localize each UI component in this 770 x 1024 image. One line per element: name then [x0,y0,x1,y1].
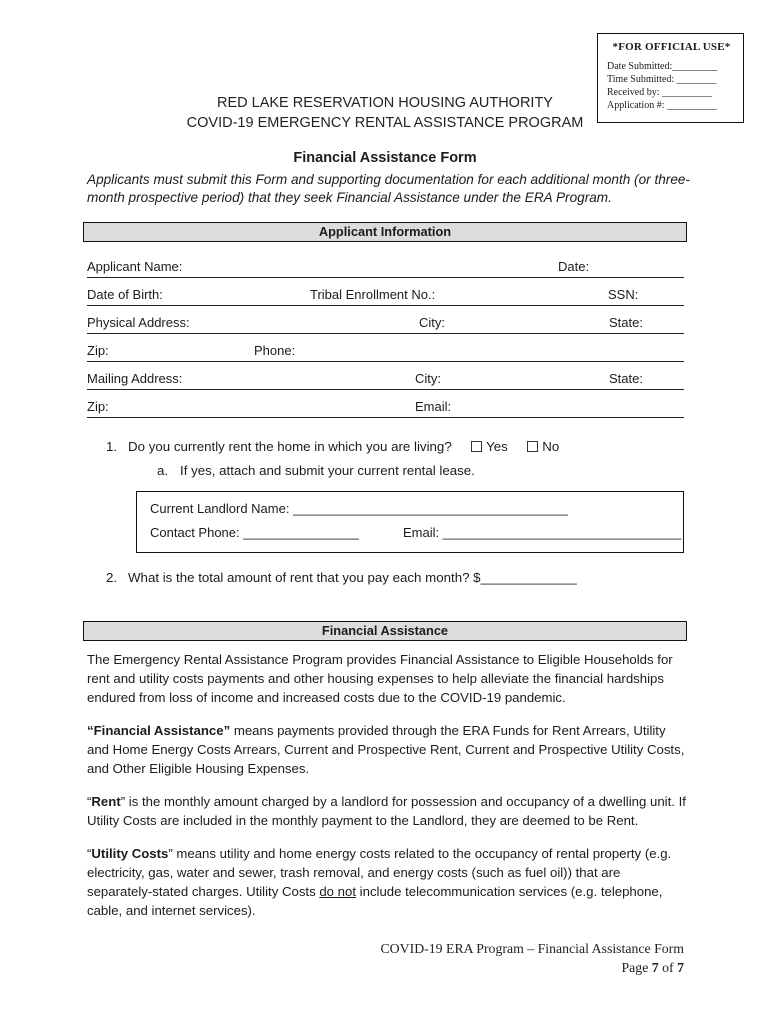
fa-p4-text1: ” means utility and home energy costs related to the occupancy of rental property (e.g. electricity, gas, water and sewer, trash removal, and energy costs (such as fuel oil)) that are separately-stated charges. Utility Costs [87,846,672,899]
row-zip-email[interactable] [87,397,684,418]
row-zip-phone[interactable] [87,341,684,362]
question-1 [106,439,559,454]
fa-p4-text2: include telecommunication services (e.g. telephone, cable, and internet services). [87,884,663,918]
fa-paragraph-1 [87,650,689,707]
footer-page-number [380,958,684,977]
date-submitted-line[interactable]: Date Submitted:_________ [607,61,718,72]
mailing-address-label: Mailing Address: [87,371,183,386]
fa-p3-lead: Rent [91,794,121,809]
email-label: Email: [415,399,452,414]
page-footer [380,939,684,977]
date-label: Date: [558,259,590,274]
landlord-email-line[interactable]: Email: _________________________________ [403,525,682,540]
application-number-line[interactable]: Application #: __________ [607,100,717,111]
fa-paragraph-4 [87,844,689,920]
fa-p3-open-quote: “ [87,794,92,809]
no-checkbox[interactable] [527,441,538,452]
city-label: City: [415,371,441,386]
financial-assistance-header: Financial Assistance [83,621,687,641]
question-2-text[interactable]: What is the total amount of rent that you pay each month? $_____________ [128,570,577,585]
fa-p4-open-quote: “ [87,846,92,861]
zip-label: Zip: [87,343,109,358]
fa-p3-rest: ” is the monthly amount charged by a landlord for possession and occupancy of a dwelling unit. If Utility Costs are included in the monthly payment to the Landlord, they are deemed to be Rent. [87,794,686,828]
org-name-line2: COVID-19 EMERGENCY RENTAL ASSISTANCE PROGRAM [186,115,584,131]
phone-label: Phone: [254,343,296,358]
current-landlord-name-line[interactable]: Current Landlord Name: ______________________________________ [150,501,568,516]
row-dob-tribal-ssn[interactable] [87,285,684,306]
applicant-name-label: Applicant Name: [87,259,183,274]
footer-page-mid: of [658,960,678,975]
financial-assistance-body [87,650,689,934]
landlord-contact-line [150,525,682,540]
org-header [0,93,770,133]
official-use-title: *FOR OFFICIAL USE* [612,41,731,53]
yes-checkbox-label: Yes [486,439,508,454]
footer-page-prefix: Page [621,960,652,975]
fa-p1-text: The Emergency Rental Assistance Program provides Financial Assistance to Eligible Households for rent and utility costs payments and other housing expenses to help alleviate the financial hardships endured from loss of income and increased costs due to the COVID-19 pandemic. [87,652,673,705]
question-2 [106,570,577,585]
fa-p2-rest: means payments provided through the ERA Funds for Rent Arrears, Utility and Home Energy Costs Arrears, Current and Prospective Rent, Current and Prospective Utility Costs, and Other Eligible Housing Expenses. [87,723,685,776]
footer-doc-title: COVID-19 ERA Program – Financial Assistance Form [380,941,684,956]
tribal-enrollment-label: Tribal Enrollment No.: [310,287,436,302]
question-1-text: Do you currently rent the home in which you are living? [128,439,452,454]
row-mailing-address[interactable] [87,369,684,390]
footer-page-total: 7 [677,960,684,975]
zip-label: Zip: [87,399,109,414]
fa-p2-lead: “Financial Assistance” [87,723,231,738]
physical-address-label: Physical Address: [87,315,190,330]
received-by-line[interactable]: Received by: __________ [607,87,712,98]
question-1a-text: If yes, attach and submit your current rental lease. [180,463,475,478]
form-title: Financial Assistance Form [293,150,477,166]
dob-label: Date of Birth: [87,287,163,302]
org-name-line1: RED LAKE RESERVATION HOUSING AUTHORITY [217,95,553,111]
fa-p4-underlined: do not [319,884,357,899]
time-submitted-line[interactable]: Time Submitted: ________ [607,74,717,85]
applicant-information-header: Applicant Information [83,222,687,242]
yes-checkbox[interactable] [471,441,482,452]
state-label: State: [609,315,643,330]
row-physical-address[interactable] [87,313,684,334]
state-label: State: [609,371,643,386]
footer-page-num: 7 [651,960,659,975]
contact-phone-line[interactable]: Contact Phone: ________________ [150,525,359,540]
fa-paragraph-3 [87,792,689,830]
fa-paragraph-2 [87,721,689,778]
question-1-number: 1. [106,439,118,454]
question-2-number: 2. [106,570,118,585]
no-checkbox-label: No [542,439,560,454]
intro-paragraph: Applicants must submit this Form and supporting documentation for each additional month (or three-month prospective period) that they seek Financial Assistance under the ERA Program. [87,172,690,205]
ssn-label: SSN: [608,287,639,302]
row-applicant-name[interactable] [87,257,684,278]
city-label: City: [419,315,445,330]
landlord-info-box [136,491,684,553]
question-1a-letter: a. [157,463,169,478]
question-1a [157,463,475,478]
fa-p4-lead: Utility Costs [91,846,169,861]
